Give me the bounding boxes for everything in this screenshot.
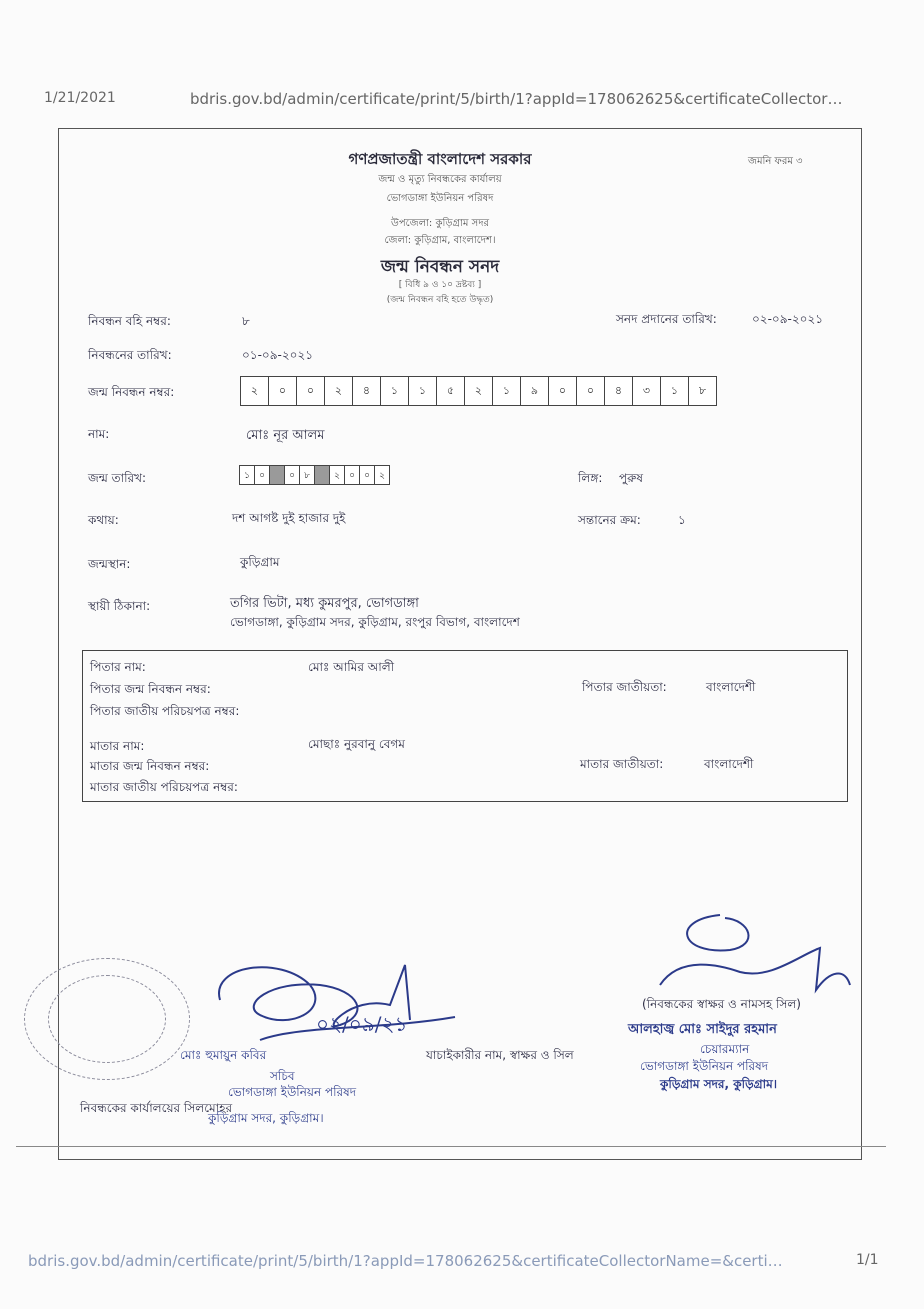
upazila: উপজেলা: কুড়িগ্রাম সদর bbox=[391, 218, 489, 229]
dob-words: দশ আগষ্ট দুই হাজার দুই bbox=[232, 511, 346, 525]
dob-digit bbox=[314, 465, 330, 485]
father-name: মোঃ আমির আলী bbox=[308, 660, 395, 674]
dob-label: জন্ম তারিখ: bbox=[88, 471, 147, 485]
extract-note: (জন্ম নিবন্ধন বহি হতে উদ্ধৃত) bbox=[386, 295, 494, 305]
book-no-label: নিবন্ধন বহি নম্বর: bbox=[88, 314, 171, 328]
address-line-2: ভোগডাঙ্গা, কুড়িগ্রাম সদর, কুড়িগ্রাম, রংপুর বিভাগ, বাংলাদেশ bbox=[230, 615, 520, 629]
dob-digit bbox=[269, 465, 285, 485]
reg-no-digit: ৮ bbox=[688, 376, 717, 406]
print-page-count: 1/1 bbox=[856, 1252, 879, 1268]
reg-no-digit: ১ bbox=[492, 376, 521, 406]
reg-no-digit: ৪ bbox=[352, 376, 381, 406]
print-url-top: bdris.gov.bd/admin/certificate/print/5/birth/1?appId=178062625&certificateCollector… bbox=[190, 90, 843, 108]
mother-reg-label: মাতার জন্ম নিবন্ধন নম্বর: bbox=[90, 759, 210, 773]
reg-no-label: জন্ম নিবন্ধন নম্বর: bbox=[88, 385, 175, 399]
dob-digit: ০ bbox=[359, 465, 375, 485]
issue-date-label: সনদ প্রদানের তারিখ: bbox=[616, 312, 717, 326]
address-label: স্থায়ী ঠিকানা: bbox=[88, 599, 151, 613]
dob-digit: ২ bbox=[374, 465, 390, 485]
reg-no-digit: ২ bbox=[324, 376, 353, 406]
form-number: জমনি ফরম ৩ bbox=[748, 156, 803, 167]
reg-no-digit: ২ bbox=[240, 376, 269, 406]
father-nat: বাংলাদেশী bbox=[706, 680, 756, 694]
reg-no-digit: ৪ bbox=[604, 376, 633, 406]
sex-label: লিঙ্গ: bbox=[578, 471, 603, 485]
verifier-name: মোঃ হুমায়ুন কবির bbox=[180, 1048, 267, 1062]
reg-date: ০১-০৯-২০২১ bbox=[242, 348, 314, 362]
registrar-place: কুড়িগ্রাম সদর, কুড়িগ্রাম। bbox=[660, 1077, 778, 1091]
birthplace: কুড়িগ্রাম bbox=[240, 555, 280, 569]
reg-no-digit: ১ bbox=[408, 376, 437, 406]
verifier-caption: যাচাইকারীর নাম, স্বাক্ষর ও সিল bbox=[426, 1048, 574, 1062]
name-label: নাম: bbox=[88, 427, 110, 441]
gov-title: গণপ্রজাতন্ত্রী বাংলাদেশ সরকার bbox=[348, 150, 532, 168]
issue-date: ০২-০৯-২০২১ bbox=[752, 312, 824, 326]
mother-nat-label: মাতার জাতীয়তা: bbox=[580, 757, 664, 771]
verifier-title: সচিব bbox=[270, 1069, 295, 1083]
sex: পুরুষ bbox=[619, 471, 643, 485]
reg-no-digit: ০ bbox=[296, 376, 325, 406]
mother-nid-label: মাতার জাতীয় পরিচয়পত্র নম্বর: bbox=[90, 780, 238, 794]
dob-digit: ১ bbox=[239, 465, 255, 485]
dob-digit: ২ bbox=[329, 465, 345, 485]
mother-nat: বাংলাদেশী bbox=[704, 757, 754, 771]
dob-boxes bbox=[240, 465, 390, 485]
rule-ref: [ বিধি ৯ ও ১০ দ্রষ্টব্য ] bbox=[398, 280, 482, 290]
father-name-label: পিতার নাম: bbox=[90, 660, 146, 674]
address-line-1: তগির ভিটা, মধ্য কুমরপুর, ভোগডাঙ্গা bbox=[230, 596, 419, 611]
father-nid-label: পিতার জাতীয় পরিচয়পত্র নম্বর: bbox=[90, 704, 240, 718]
father-nat-label: পিতার জাতীয়তা: bbox=[582, 680, 667, 694]
registrar-caption: (নিবন্ধকের স্বাক্ষর ও নামসহ সিল) bbox=[642, 997, 801, 1011]
reg-no-digit: ৫ bbox=[436, 376, 465, 406]
bottom-rule bbox=[16, 1146, 886, 1147]
dob-digit: ৮ bbox=[299, 465, 315, 485]
reg-no-digit: ১ bbox=[380, 376, 409, 406]
print-url-bottom: bdris.gov.bd/admin/certificate/print/5/birth/1?appId=178062625&certificateCollectorName=&certi… bbox=[28, 1252, 783, 1270]
child-name: মোঃ নূর আলম bbox=[246, 428, 325, 443]
reg-date-label: নিবন্ধনের তারিখ: bbox=[88, 348, 172, 362]
office-title: জন্ম ও মৃত্যু নিবন্ধকের কার্যালয় bbox=[378, 174, 502, 185]
office-seal-label: নিবন্ধকের কার্যালয়ের সিলমোহর bbox=[80, 1101, 233, 1115]
father-reg-label: পিতার জন্ম নিবন্ধন নম্বর: bbox=[90, 682, 211, 696]
reg-no-digit: ০ bbox=[548, 376, 577, 406]
registrar-council: ভোগডাঙ্গা ইউনিয়ন পরিষদ bbox=[640, 1059, 769, 1073]
office-seal-inner bbox=[48, 975, 166, 1063]
dob-digit: ০ bbox=[254, 465, 270, 485]
mother-name: মোছাঃ নুরবানু বেগম bbox=[308, 737, 405, 751]
print-date: 1/21/2021 bbox=[44, 90, 116, 106]
dob-digit: ০ bbox=[344, 465, 360, 485]
reg-no-boxes bbox=[241, 376, 717, 406]
reg-no-digit: ০ bbox=[576, 376, 605, 406]
verifier-council: ভোগডাঙ্গা ইউনিয়ন পরিষদ bbox=[228, 1085, 357, 1099]
reg-no-digit: ০ bbox=[268, 376, 297, 406]
district: জেলা: কুড়িগ্রাম, বাংলাদেশ। bbox=[384, 235, 496, 246]
reg-no-digit: ৯ bbox=[520, 376, 549, 406]
verifier-place: কুড়িগ্রাম সদর, কুড়িগ্রাম। bbox=[208, 1111, 324, 1125]
reg-no-digit: ১ bbox=[660, 376, 689, 406]
child-order-label: সন্তানের ক্রম: bbox=[578, 513, 641, 527]
verifier-hand-date: ০২/০৯/২১ bbox=[316, 1012, 408, 1036]
registrar-signature bbox=[640, 910, 860, 1000]
registrar-title: চেয়ারম্যান bbox=[700, 1042, 750, 1056]
dob-words-label: কথায়: bbox=[88, 513, 119, 527]
reg-no-digit: ২ bbox=[464, 376, 493, 406]
child-order: ১ bbox=[678, 513, 686, 527]
mother-name-label: মাতার নাম: bbox=[90, 739, 145, 753]
certificate-title: জন্ম নিবন্ধন সনদ bbox=[380, 257, 500, 277]
registrar-name: আলহাজ্ব মোঃ সাইদুর রহমান bbox=[628, 1022, 777, 1037]
book-no: ৮ bbox=[242, 314, 250, 328]
dob-digit: ০ bbox=[284, 465, 300, 485]
reg-no-digit: ৩ bbox=[632, 376, 661, 406]
council-title: ভোগডাঙ্গা ইউনিয়ন পরিষদ bbox=[386, 193, 494, 204]
birthplace-label: জন্মস্থান: bbox=[88, 557, 131, 571]
